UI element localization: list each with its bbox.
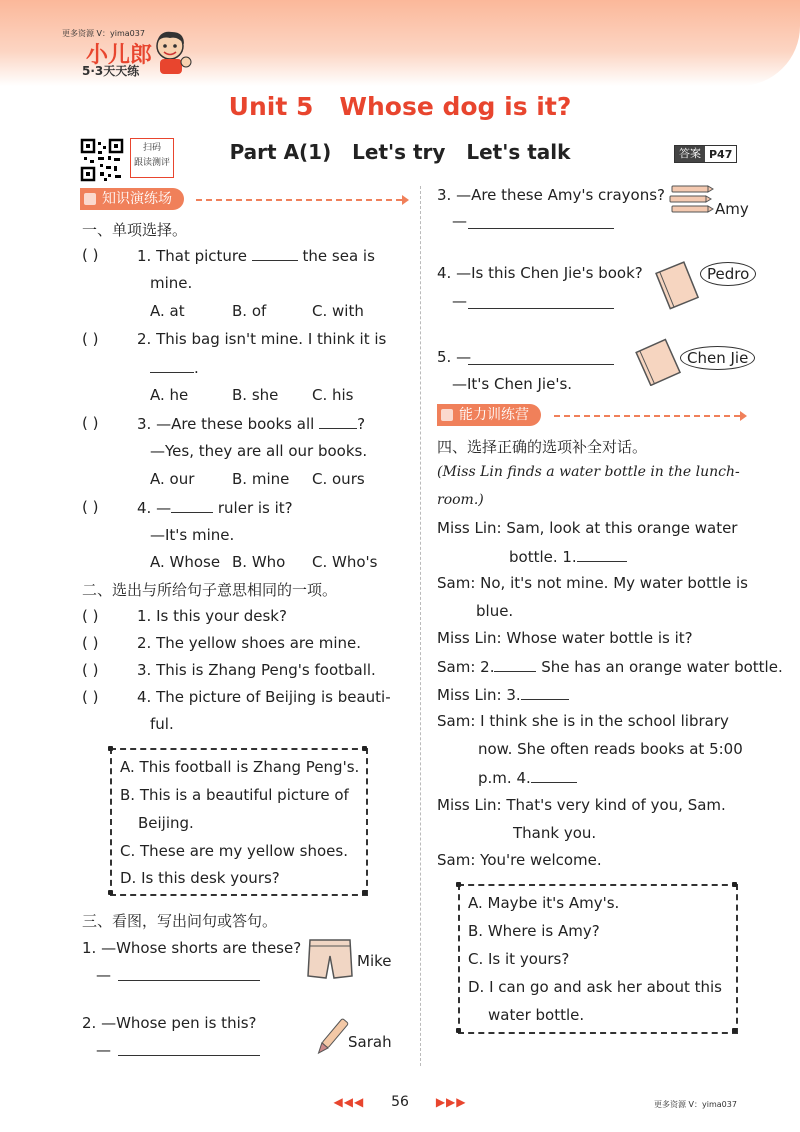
- dialog-line: bottle. 1.: [509, 547, 627, 566]
- option: C. ours: [312, 470, 365, 488]
- box-option: B. This is a beautiful picture of: [120, 786, 349, 804]
- answer-blank[interactable]: [252, 246, 298, 261]
- box-option: A. Maybe it's Amy's.: [468, 894, 620, 912]
- answer-blank[interactable]: [319, 414, 357, 429]
- dialog-line: blue.: [476, 602, 514, 620]
- section3-title: 三、看图，写出问句或答句。: [82, 912, 278, 930]
- owner-name: Amy: [715, 200, 749, 218]
- list-item: 3. This is Zhang Peng's football.: [137, 661, 376, 679]
- option: B. Who: [232, 553, 286, 571]
- answer-paren[interactable]: ( ): [82, 688, 99, 706]
- option: C. Who's: [312, 553, 378, 571]
- answer-line[interactable]: [468, 214, 614, 229]
- part-title: Part A(1) Let's try Let's talk: [229, 140, 571, 164]
- section1-title: 一、单项选择。: [82, 221, 188, 239]
- tag-arrow-icon: [740, 411, 747, 421]
- picture-question-5: 5. —: [437, 348, 472, 366]
- dialog-line: Miss Lin: Whose water bottle is it?: [437, 629, 693, 647]
- picture-question-5-reply: —It's Chen Jie's.: [452, 375, 573, 393]
- tag-arrow-icon: [402, 195, 409, 205]
- answer-page-badge: 答案 P47: [674, 145, 737, 163]
- question-1: 1. That picture the sea is: [137, 247, 375, 265]
- mascot-icon: [150, 28, 194, 76]
- owner-name: Sarah: [348, 1033, 392, 1051]
- answer-paren[interactable]: ( ): [82, 661, 99, 679]
- resource-note: 更多资源 V：yima037: [62, 29, 145, 38]
- answer-line[interactable]: [468, 294, 614, 309]
- tag-dashline: [196, 199, 402, 201]
- dialog-line: Thank you.: [513, 824, 597, 842]
- name-bubble: Chen Jie: [680, 346, 755, 370]
- option: A. at: [150, 302, 185, 320]
- box-option: C. These are my yellow shoes.: [120, 842, 348, 860]
- dialog-line: Sam: You're welcome.: [437, 851, 602, 869]
- answer-blank[interactable]: [577, 547, 627, 562]
- book-icon: [654, 260, 702, 310]
- box-option: D. Is this desk yours?: [120, 869, 280, 887]
- section2-title: 二、选出与所给句子意思相同的一项。: [82, 581, 338, 599]
- brand-logo: 小儿郎: [86, 42, 153, 68]
- dash: —: [96, 966, 111, 984]
- answer-line[interactable]: [118, 966, 260, 981]
- dialog-line: Miss Lin: Sam, look at this orange water: [437, 519, 738, 537]
- box-option: C. Is it yours?: [468, 950, 570, 968]
- list-item: 4. The picture of Beijing is beauti-: [137, 688, 391, 706]
- dialog-line: Miss Lin: That's very kind of you, Sam.: [437, 796, 726, 814]
- question-3-reply: —Yes, they are all our books.: [150, 442, 368, 460]
- owner-name: Mike: [357, 952, 392, 970]
- box-corner: [456, 1028, 461, 1033]
- box-option-cont: water bottle.: [488, 1006, 585, 1024]
- box-corner: [362, 746, 367, 751]
- pen-icon: [312, 1014, 352, 1060]
- answer-paren[interactable]: ( ): [82, 634, 99, 652]
- dialog-line: p.m. 4.: [478, 768, 577, 787]
- section-tag-ability: 能力训练营: [437, 404, 541, 426]
- list-item: 1. Is this your desk?: [137, 607, 287, 625]
- tag-dashline: [554, 415, 740, 417]
- name-bubble: Pedro: [700, 262, 756, 286]
- box-option: B. Where is Amy?: [468, 922, 600, 940]
- dialog-line: Sam: 2. She has an orange water bottle.: [437, 658, 783, 676]
- answer-blank[interactable]: [171, 498, 213, 513]
- dash: —: [96, 1041, 111, 1059]
- box-corner: [108, 890, 113, 895]
- dash: —: [452, 292, 467, 310]
- answer-paren[interactable]: ( ): [82, 246, 99, 264]
- prev-arrows-icon[interactable]: ◀◀◀: [333, 1095, 365, 1109]
- picture-question-2: 2. —Whose pen is this?: [82, 1014, 257, 1032]
- dialog-line: Miss Lin: 3.: [437, 685, 569, 704]
- box-option: A. This football is Zhang Peng's.: [120, 758, 360, 776]
- question-2-cont: .: [150, 358, 199, 377]
- qr-code-icon[interactable]: [80, 138, 124, 182]
- answer-paren[interactable]: ( ): [82, 498, 99, 516]
- resource-note-footer: 更多资源 V：yima037: [654, 1100, 737, 1109]
- column-divider: [420, 186, 421, 1066]
- dialog-line: Sam: No, it's not mine. My water bottle is: [437, 574, 748, 592]
- picture-question-4: 4. —Is this Chen Jie's book?: [437, 264, 643, 282]
- shorts-icon: [306, 936, 354, 982]
- question-2: 2. This bag isn't mine. I think it is: [137, 330, 387, 348]
- list-item: 2. The yellow shoes are mine.: [137, 634, 362, 652]
- box-option: D. I can go and ask her about this: [468, 978, 722, 996]
- answer-blank[interactable]: [521, 685, 569, 700]
- question-1-cont: mine.: [150, 274, 193, 292]
- answer-line[interactable]: [468, 350, 614, 365]
- option: B. of: [232, 302, 267, 320]
- page-number: 56: [391, 1094, 409, 1110]
- option: A. he: [150, 386, 189, 404]
- question-3: 3. —Are these books all ?: [137, 415, 366, 433]
- dash: —: [452, 212, 467, 230]
- answer-paren[interactable]: ( ): [82, 330, 99, 348]
- dialog-line: now. She often reads books at 5:00: [478, 740, 743, 758]
- option: C. with: [312, 302, 364, 320]
- option: A. our: [150, 470, 195, 488]
- box-corner: [456, 882, 461, 887]
- answer-blank[interactable]: [531, 768, 577, 783]
- context-note: (Miss Lin finds a water bottle in the lunch-: [437, 464, 740, 480]
- picture-question-1: 1. —Whose shorts are these?: [82, 939, 302, 957]
- option: A. Whose: [150, 553, 221, 571]
- unit-title: Unit 5 Whose dog is it?: [228, 92, 572, 121]
- brand-sub: 5·3天天练: [82, 64, 140, 78]
- box-option-cont: Beijing.: [138, 814, 194, 832]
- question-4: 4. — ruler is it?: [137, 499, 293, 517]
- dialog-line: Sam: I think she is in the school library: [437, 712, 729, 730]
- answer-line[interactable]: [118, 1041, 260, 1056]
- book-icon: [634, 338, 684, 386]
- answer-paren[interactable]: ( ): [82, 414, 99, 432]
- scan-reading-button[interactable]: 扫码 跟读测评: [130, 138, 174, 178]
- crayons-icon: [668, 184, 714, 222]
- answer-blank[interactable]: [494, 657, 536, 672]
- context-note-cont: room.): [437, 492, 484, 508]
- answer-blank[interactable]: [150, 358, 194, 373]
- box-corner: [362, 890, 367, 895]
- next-arrows-icon[interactable]: ▶▶▶: [435, 1095, 467, 1109]
- box-corner: [108, 746, 113, 751]
- option: C. his: [312, 386, 354, 404]
- option: B. she: [232, 386, 279, 404]
- list-item-cont: ful.: [150, 715, 174, 733]
- question-4-reply: —It's mine.: [150, 526, 235, 544]
- section-tag-knowledge: 知识演练场: [80, 188, 184, 210]
- box-corner: [732, 882, 737, 887]
- section4-title: 四、选择正确的选项补全对话。: [437, 438, 648, 456]
- option: B. mine: [232, 470, 290, 488]
- answer-paren[interactable]: ( ): [82, 607, 99, 625]
- box-corner: [732, 1028, 737, 1033]
- picture-question-3: 3. —Are these Amy's crayons?: [437, 186, 666, 204]
